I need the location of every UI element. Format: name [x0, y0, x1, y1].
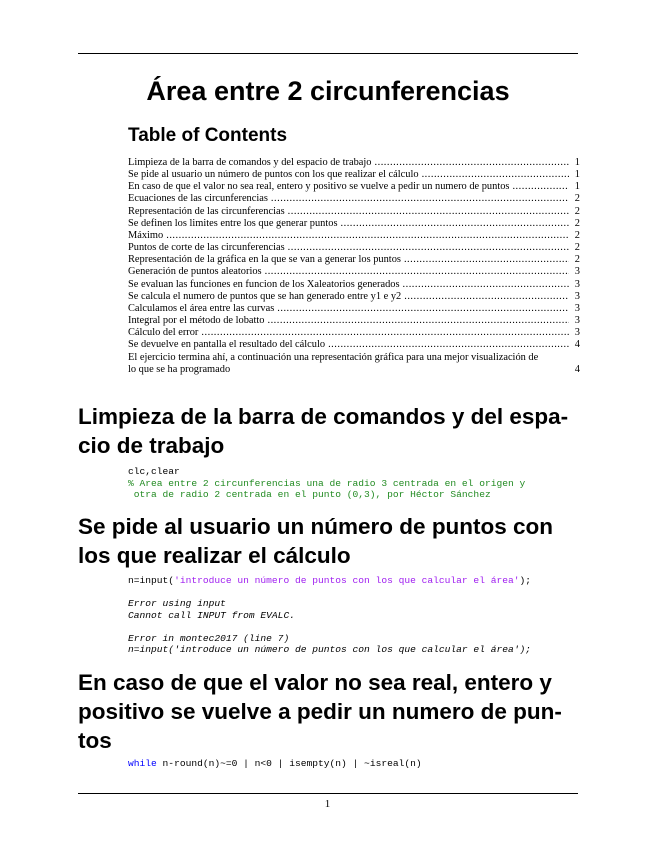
section-heading-input: Se pide al usuario un número de puntos con los que realizar el cálculo [78, 514, 554, 568]
table-of-contents [128, 157, 580, 376]
toc-page-number: 3 [574, 315, 580, 327]
toc-item[interactable]: Calculamos el área entre las curvas ..... 3 [128, 303, 580, 315]
toc-item[interactable]: En caso de que el valor no sea real, entero y positivo se vuelve a pedir un numero de puntos ..... 1 [128, 181, 580, 193]
toc-page-number: 3 [574, 278, 580, 290]
toc-page-number: 2 [574, 254, 580, 266]
toc-page-number: 4 [574, 339, 580, 351]
toc-item[interactable]: Cálculo del error ..... 3 [128, 327, 580, 339]
toc-page-number: 2 [574, 229, 580, 241]
toc-page-number: 2 [574, 242, 580, 254]
code-error-output: Error using input Cannot call INPUT from EVALC. Error in montec2017 (line 7) n=input('introduce un número de puntos con los que calcular el área'); [128, 598, 532, 656]
code-comment: otra de radio 2 centrada en el punto (0,3), por Héctor Sánchez [128, 489, 491, 501]
toc-page-number: 1 [574, 181, 580, 193]
toc-item[interactable]: Máximo ..... 2 [128, 230, 580, 242]
toc-item[interactable]: Integral por el método de lobatto ..... 3 [128, 315, 580, 327]
toc-item[interactable]: Se pide al usuario un número de puntos con los que realizar el cálculo ..... 1 [128, 169, 580, 181]
toc-page-number: 4 [574, 363, 580, 375]
toc-page-number: 2 [574, 217, 580, 229]
toc-page-number: 3 [574, 327, 580, 339]
header-rule [78, 53, 578, 54]
toc-item[interactable]: Representación de la gráfica en la que se van a generar los puntos ..... 2 [128, 254, 580, 266]
toc-page-number: 2 [574, 205, 580, 217]
toc-page-number: 3 [574, 266, 580, 278]
toc-item[interactable]: Representación de las circunferencias ..... 2 [128, 206, 580, 218]
toc-item[interactable]: El ejercicio termina ahí, a continuación una representación gráfica para una mejor visualización de lo que se ha programado 4 [128, 351, 580, 375]
code-block-input: n=input('introduce un número de puntos con los que calcular el área'); [128, 575, 532, 586]
toc-heading: Table of Contents [128, 125, 288, 146]
toc-page-number: 3 [574, 302, 580, 314]
code-block-while: while n-round(n)~=0 | n<0 | isempty(n) | ~isreal(n) [128, 758, 422, 769]
code-block-clear: clc,clear % Area entre 2 circunferencias una de radio 3 centrada en el origen y otra de radio 2 centrada en el punto (0,3), por Héctor Sánchez [128, 466, 526, 501]
document-title: Área entre 2 circunferencias [146, 76, 510, 106]
code-string: 'introduce un número de puntos con los que calcular el área' [174, 575, 520, 586]
toc-item[interactable]: Ecuaciones de las circunferencias ..... 2 [128, 193, 580, 205]
toc-page-number: 1 [574, 169, 580, 181]
toc-item[interactable]: Se evaluan las funciones en funcion de los Xaleatorios generados ..... 3 [128, 279, 580, 291]
toc-item[interactable]: Se devuelve en pantalla el resultado del cálculo ..... 4 [128, 339, 580, 351]
page-number: 1 [324, 798, 331, 810]
toc-item[interactable]: Generación de puntos aleatorios ..... 3 [128, 266, 580, 278]
section-heading-validacion: En caso de que el valor no sea real, entero y positivo se vuelve a pedir un numero de pun- tos [78, 670, 562, 753]
code-keyword: while [128, 758, 157, 769]
toc-page-number: 1 [574, 157, 580, 168]
toc-item[interactable]: Se calcula el numero de puntos que se han generado entre y1 e y2 ..... 3 [128, 291, 580, 303]
toc-page-number: 2 [574, 193, 580, 205]
toc-item[interactable]: Se definen los limites entre los que generar puntos ..... 2 [128, 218, 580, 230]
toc-item[interactable]: Puntos de corte de las circunferencias ..... 2 [128, 242, 580, 254]
toc-page-number: 3 [574, 290, 580, 302]
footer-rule [78, 793, 578, 794]
section-heading-limpieza: Limpieza de la barra de comandos y del espa- cio de trabajo [78, 404, 569, 458]
toc-item[interactable]: Limpieza de la barra de comandos y del espacio de trabajo ..... 1 [128, 157, 580, 169]
code-comment: % Area entre 2 circunferencias una de radio 3 centrada en el origen y [128, 477, 526, 489]
